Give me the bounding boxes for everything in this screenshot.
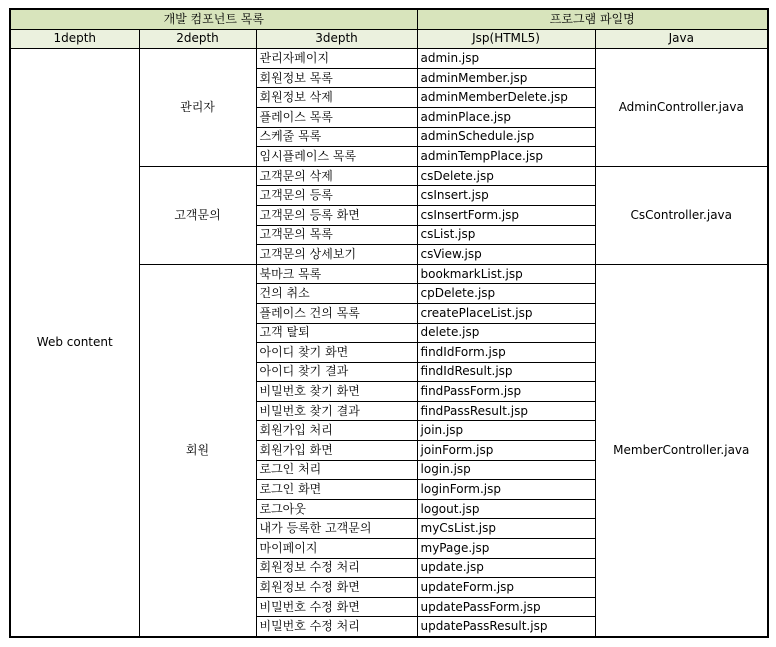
- component-name-cell: 고객문의 삭제: [256, 166, 417, 186]
- column-header-1depth: 1depth: [10, 29, 139, 49]
- component-name-cell: 스케줄 목록: [256, 127, 417, 147]
- column-header-3depth: 3depth: [256, 29, 417, 49]
- component-name-cell: 임시플레이스 목록: [256, 147, 417, 167]
- component-name-cell: 비밀번호 찾기 화면: [256, 382, 417, 402]
- jsp-file-cell: join.jsp: [417, 421, 595, 441]
- jsp-file-cell: myPage.jsp: [417, 539, 595, 559]
- jsp-file-cell: csList.jsp: [417, 225, 595, 245]
- component-name-cell: 비밀번호 수정 처리: [256, 617, 417, 637]
- java-controller-cell: AdminController.java: [595, 49, 768, 167]
- component-name-cell: 고객문의 목록: [256, 225, 417, 245]
- jsp-file-cell: logout.jsp: [417, 499, 595, 519]
- table-row: [10, 49, 768, 69]
- components-header: 개발 컴포넌트 목록: [10, 9, 417, 29]
- column-header-java: Java: [595, 29, 768, 49]
- program-files-header: 프로그램 파일명: [417, 9, 768, 29]
- jsp-file-cell: findIdResult.jsp: [417, 362, 595, 382]
- component-name-cell: 회원정보 삭제: [256, 88, 417, 108]
- group-name-cell: 회원: [139, 264, 256, 637]
- component-name-cell: 관리자페이지: [256, 49, 417, 69]
- component-name-cell: 회원정보 수정 화면: [256, 578, 417, 598]
- jsp-file-cell: adminPlace.jsp: [417, 107, 595, 127]
- jsp-file-cell: csInsert.jsp: [417, 186, 595, 206]
- column-header-jsp: Jsp(HTML5): [417, 29, 595, 49]
- component-name-cell: 마이페이지: [256, 539, 417, 559]
- jsp-file-cell: createPlaceList.jsp: [417, 303, 595, 323]
- jsp-file-cell: findIdForm.jsp: [417, 343, 595, 363]
- header-row-columns: [10, 29, 768, 49]
- jsp-file-cell: findPassForm.jsp: [417, 382, 595, 402]
- component-name-cell: 로그아웃: [256, 499, 417, 519]
- table-body: [10, 49, 768, 637]
- jsp-file-cell: updatePassForm.jsp: [417, 597, 595, 617]
- jsp-file-cell: csInsertForm.jsp: [417, 205, 595, 225]
- jsp-file-cell: cpDelete.jsp: [417, 284, 595, 304]
- jsp-file-cell: csView.jsp: [417, 245, 595, 265]
- component-name-cell: 아이디 찾기 화면: [256, 343, 417, 363]
- component-table: [9, 8, 769, 638]
- component-name-cell: 회원정보 수정 처리: [256, 558, 417, 578]
- component-name-cell: 회원가입 처리: [256, 421, 417, 441]
- jsp-file-cell: update.jsp: [417, 558, 595, 578]
- jsp-file-cell: adminMemberDelete.jsp: [417, 88, 595, 108]
- component-name-cell: 북마크 목록: [256, 264, 417, 284]
- jsp-file-cell: adminTempPlace.jsp: [417, 147, 595, 167]
- component-name-cell: 플레이스 목록: [256, 107, 417, 127]
- jsp-file-cell: bookmarkList.jsp: [417, 264, 595, 284]
- component-name-cell: 고객 탈퇴: [256, 323, 417, 343]
- java-controller-cell: MemberController.java: [595, 264, 768, 637]
- component-name-cell: 로그인 처리: [256, 460, 417, 480]
- jsp-file-cell: loginForm.jsp: [417, 480, 595, 500]
- component-name-cell: 회원가입 화면: [256, 441, 417, 461]
- component-name-cell: 비밀번호 찾기 결과: [256, 401, 417, 421]
- java-controller-cell: CsController.java: [595, 166, 768, 264]
- jsp-file-cell: delete.jsp: [417, 323, 595, 343]
- jsp-file-cell: updatePassResult.jsp: [417, 617, 595, 637]
- component-name-cell: 고객문의 등록 화면: [256, 205, 417, 225]
- group-name-cell: 고객문의: [139, 166, 256, 264]
- jsp-file-cell: myCsList.jsp: [417, 519, 595, 539]
- component-name-cell: 로그인 화면: [256, 480, 417, 500]
- component-name-cell: 회원정보 목록: [256, 68, 417, 88]
- component-name-cell: 건의 취소: [256, 284, 417, 304]
- depth1-cell: Web content: [10, 49, 139, 637]
- component-name-cell: 아이디 찾기 결과: [256, 362, 417, 382]
- header-row-top: [10, 9, 768, 29]
- jsp-file-cell: csDelete.jsp: [417, 166, 595, 186]
- jsp-file-cell: updateForm.jsp: [417, 578, 595, 598]
- jsp-file-cell: findPassResult.jsp: [417, 401, 595, 421]
- column-header-2depth: 2depth: [139, 29, 256, 49]
- group-name-cell: 관리자: [139, 49, 256, 167]
- jsp-file-cell: admin.jsp: [417, 49, 595, 69]
- component-name-cell: 내가 등록한 고객문의: [256, 519, 417, 539]
- component-name-cell: 비밀번호 수정 화면: [256, 597, 417, 617]
- jsp-file-cell: adminSchedule.jsp: [417, 127, 595, 147]
- component-name-cell: 고객문의 등록: [256, 186, 417, 206]
- jsp-file-cell: adminMember.jsp: [417, 68, 595, 88]
- jsp-file-cell: joinForm.jsp: [417, 441, 595, 461]
- component-name-cell: 플레이스 건의 목록: [256, 303, 417, 323]
- component-name-cell: 고객문의 상세보기: [256, 245, 417, 265]
- jsp-file-cell: login.jsp: [417, 460, 595, 480]
